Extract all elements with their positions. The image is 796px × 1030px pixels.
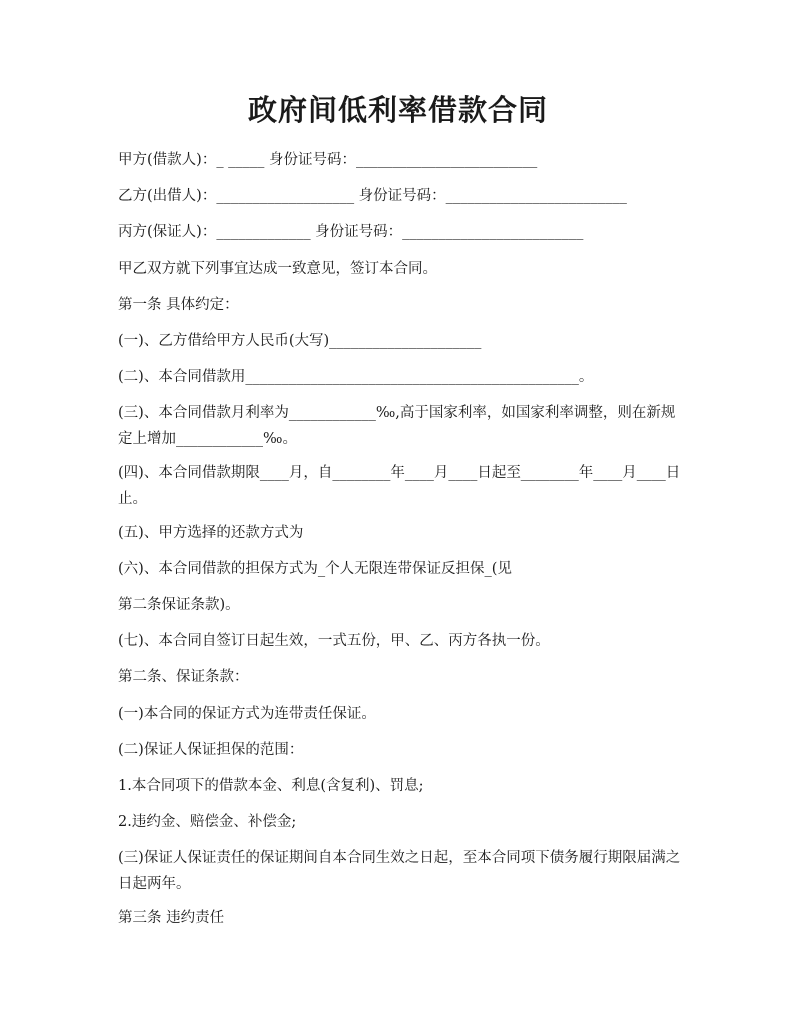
- guarantee-period: (三)保证人保证责任的保证期间自本合同生效之日起，至本合同项下债务履行期限届满之日起两年。: [118, 850, 681, 892]
- party-b-line: 乙方(出借人)：___________________ 身份证号码：_________________________: [118, 188, 627, 204]
- clause-3-interest: (三)、本合同借款月利率为____________‰,高于国家利率，如国家利率调整，则在新规定上增加____________‰。: [118, 405, 676, 447]
- clause-4-term: (四)、本合同借款期限____月，自________年____月____日起至________年____月____日止。: [118, 465, 681, 507]
- article-1-heading: 第一条 具体约定：: [118, 297, 239, 313]
- guarantee-scope-item-1: 1.本合同项下的借款本金、利息(含复利)、罚息;: [118, 778, 424, 794]
- party-a-line: 甲方(借款人)：_ _____ 身份证号码：_________________________: [118, 152, 538, 168]
- clause-6-guarantee: (六)、本合同借款的担保方式为_个人无限连带保证反担保_(见: [118, 561, 512, 577]
- article-3-heading: 第三条 违约责任: [118, 910, 225, 926]
- clause-1-amount: (一)、乙方借给甲方人民币(大写)_____________________: [118, 333, 482, 349]
- clause-2-purpose: (二)、本合同借款用______________________________________________。: [118, 369, 594, 385]
- document-title: 政府间低利率借款合同: [247, 93, 548, 127]
- guarantee-type: (一)本合同的保证方式为连带责任保证。: [118, 706, 376, 722]
- article-2-heading: 第二条、保证条款：: [118, 669, 249, 685]
- agreement-intro: 甲乙双方就下列事宜达成一致意见，签订本合同。: [118, 261, 437, 277]
- party-c-line: 丙方(保证人)：_____________ 身份证号码：_________________________: [118, 224, 584, 240]
- clause-7-effect: (七)、本合同自签订日起生效，一式五份，甲、乙、丙方各执一份。: [118, 633, 550, 649]
- guarantee-scope-heading: (二)保证人保证担保的范围：: [118, 742, 304, 758]
- guarantee-scope-item-2: 2.违约金、赔偿金、补偿金;: [118, 814, 297, 830]
- clause-5-repayment: (五)、甲方选择的还款方式为: [118, 525, 304, 541]
- clause-6-continued: 第二条保证条款)。: [118, 597, 240, 613]
